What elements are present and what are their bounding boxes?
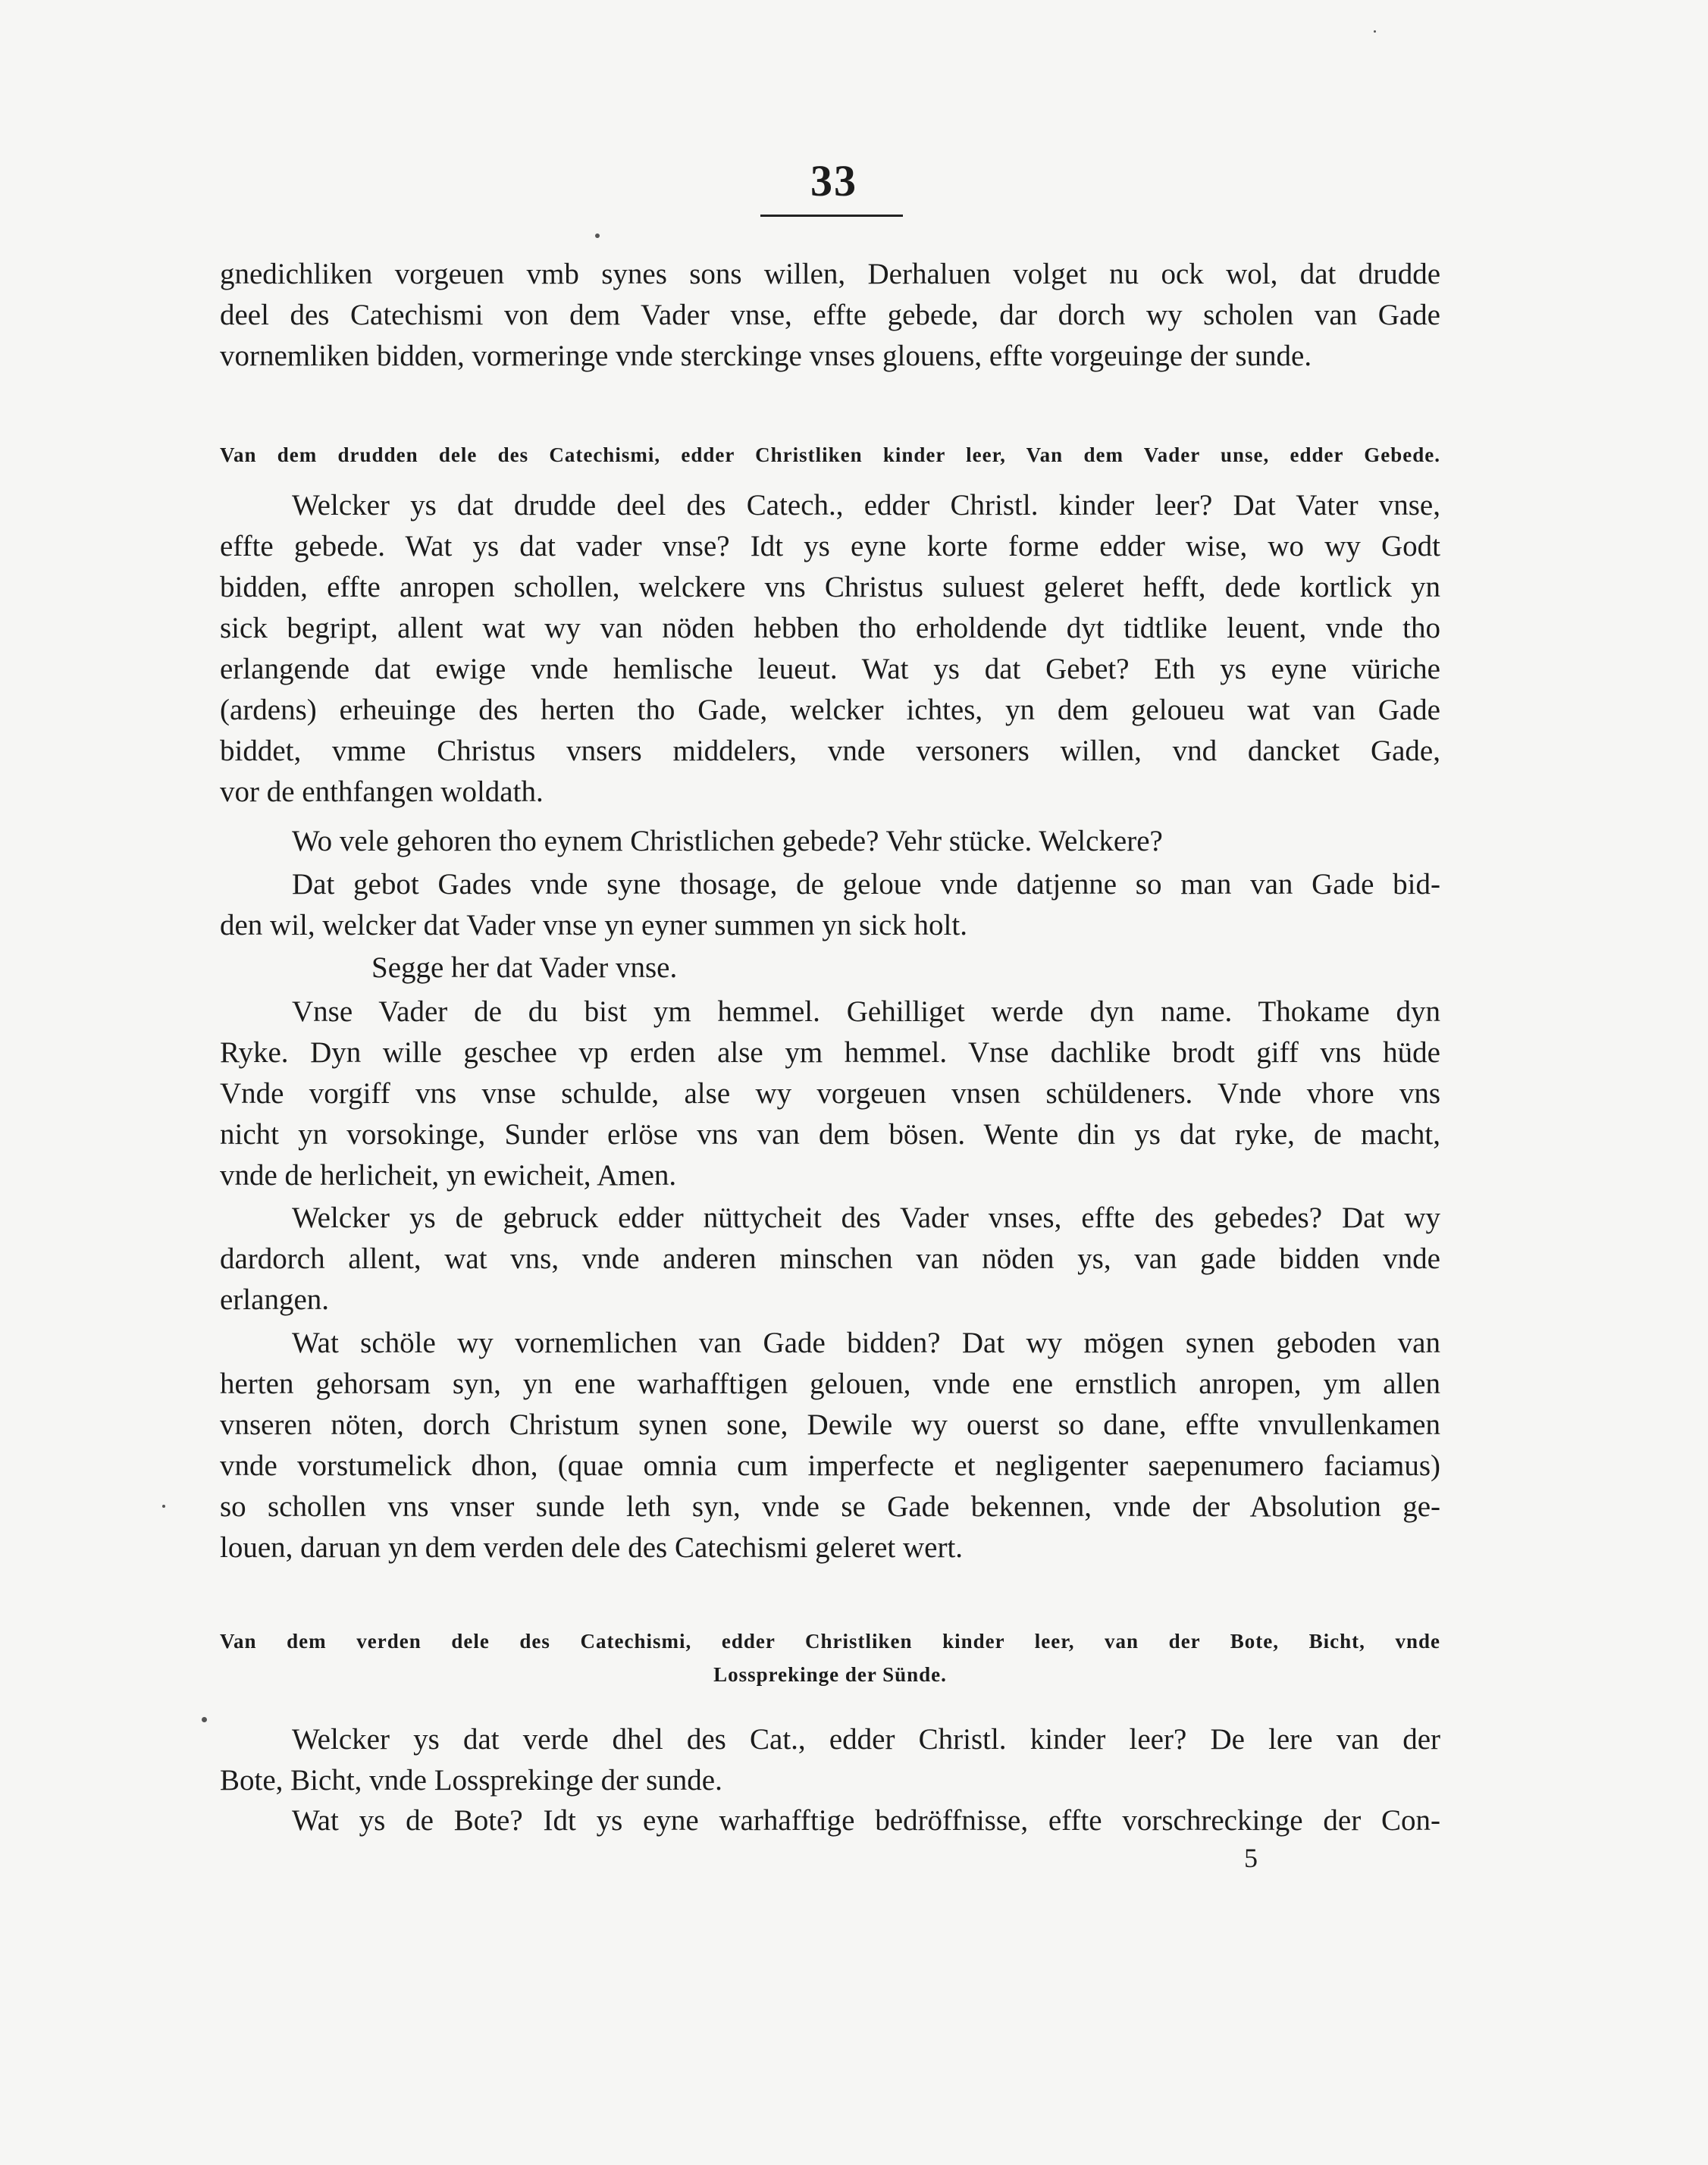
text-line: Welcker ys dat verde dhel des Cat., edder Christl. kinder leer? De lere van der (292, 1723, 1440, 1756)
page-number: 33 (810, 156, 857, 205)
text-line: so schollen vns vnser sunde leth syn, vnde se Gade bekennen, vnde der Absolution ge- (220, 1490, 1440, 1523)
text-line: louen, daruan yn dem verden dele des Catechismi geleret wert. (220, 1531, 964, 1564)
text-line: Welcker ys dat drudde deel des Catech., edder Christl. kinder leer? Dat Vater vnse, (292, 489, 1440, 522)
text-line: vnde vorstumelick dhon, (quae omnia cum imperfecte et negligenter saepenumero faciamus) (220, 1449, 1440, 1482)
section-heading-penance-line2: Lossprekinge der Sünde. (713, 1663, 947, 1686)
paragraph-use-of-prayer (220, 1198, 1440, 1321)
text-line: Segge her dat Vader vnse. (371, 951, 678, 984)
text-line: (ardens) erheuinge des herten tho Gade, welcker ichtes, yn dem geloueu wat van Gade (220, 694, 1440, 726)
text-line: herten gehorsam syn, yn ene warhafftigen gelouen, vnde ene ernstlich anropen, ym allen (220, 1368, 1440, 1400)
text-line: Wo vele gehoren tho eynem Christlichen gebede? Vehr stücke. Welckere? (292, 825, 1163, 857)
paragraph-intro (220, 254, 1440, 377)
text-line: deel des Catechismi von dem Vader vnse, effte gebede, dar dorch wy scholen van Gade (220, 299, 1440, 331)
text-line: vor de enthfangen woldath. (220, 775, 544, 808)
paragraph-fourth-part (220, 1719, 1440, 1801)
text-line: nicht yn vorsokinge, Sunder erlöse vns van dem bösen. Wente din ys dat ryke, de macht, (220, 1118, 1440, 1151)
text-line: erlangende dat ewige vnde hemlische leueut. Wat ys dat Gebet? Eth ys eyne vüriche (220, 653, 1440, 685)
text-line: sick begript, allent wat wy van nöden hebben tho erholdende dyt tidtlike leuent, vnde tho (220, 612, 1440, 644)
paragraph-parts-answer (220, 864, 1440, 946)
text-line: Welcker ys de gebruck edder nüttycheit des Vader vnses, effte des gebedes? Dat wy (292, 1202, 1440, 1234)
paragraph-lords-prayer-definition (220, 485, 1440, 813)
text-line: Vnde vorgiff vns vnse schulde, alse wy vorgeuen vnsen schüldeners. Vnde vhore vns (220, 1077, 1440, 1110)
text-line: vornemliken bidden, vormeringe vnde sterckinge vnses glouens, effte vorgeuinge der sunde. (220, 340, 1312, 372)
ink-speck (162, 1505, 165, 1508)
text-line: erlangen. (220, 1283, 330, 1316)
paragraph-lords-prayer-text (220, 992, 1440, 1196)
ink-speck (202, 1717, 207, 1722)
paragraph-what-to-ask (220, 1323, 1440, 1568)
paragraph-what-is-penance (220, 1800, 1440, 1841)
paragraph-recite-prompt (220, 948, 1440, 989)
text-line: Wat schöle wy vornemlichen van Gade bidden? Dat wy mögen synen geboden van (292, 1327, 1440, 1359)
page-number-rule (760, 215, 903, 217)
text-line: Dat gebot Gades vnde syne thosage, de geloue vnde datjenne so man van Gade bid- (292, 868, 1440, 901)
signature-mark: 5 (1244, 1843, 1258, 1873)
text-line: biddet, vmme Christus vnsers middelers, vnde versoners willen, vnd dancket Gade, (220, 735, 1440, 767)
paragraph-parts-question (220, 821, 1440, 862)
text-line: Ryke. Dyn wille geschee vp erden alse ym hemmel. Vnse dachlike brodt giff vns hüde (220, 1036, 1440, 1069)
text-line: den wil, welcker dat Vader vnse yn eyner summen yn sick holt. (220, 909, 967, 942)
text-line: effte gebede. Wat ys dat vader vnse? Idt ys eyne korte forme edder wise, wo wy Godt (220, 530, 1440, 562)
ink-speck (1374, 30, 1376, 33)
text-line: Vnse Vader de du bist ym hemmel. Gehilliget werde dyn name. Thokame dyn (292, 995, 1440, 1028)
text-line: Wat ys de Bote? Idt ys eyne warhafftige bedröffnisse, effte vorschreckinge der Con- (292, 1804, 1440, 1837)
text-line: Bote, Bicht, vnde Lossprekinge der sunde. (220, 1764, 722, 1797)
text-line: vnseren nöten, dorch Christum synen sone, Dewile wy ouerst so dane, effte vnvullenkamen (220, 1408, 1440, 1441)
text-line: vnde de herlicheit, yn ewicheit, Amen. (220, 1159, 677, 1192)
section-heading-penance-line1: Van dem verden dele des Catechismi, edder Christliken kinder leer, van der Bote, Bicht, vnde (220, 1630, 1440, 1653)
text-line: dardorch allent, wat vns, vnde anderen minschen van nöden ys, van gade bidden vnde (220, 1242, 1440, 1275)
text-line: gnedichliken vorgeuen vmb synes sons willen, Derhaluen volget nu ock wol, dat drudde (220, 258, 1440, 290)
text-line: bidden, effte anropen schollen, welckere vns Christus suluest geleret hefft, dede kortlick yn (220, 571, 1440, 603)
ink-speck (595, 233, 600, 238)
section-heading-lords-prayer: Van dem drudden dele des Catechismi, edder Christliken kinder leer, Van dem Vader unse, edder Gebede. (220, 443, 1440, 466)
